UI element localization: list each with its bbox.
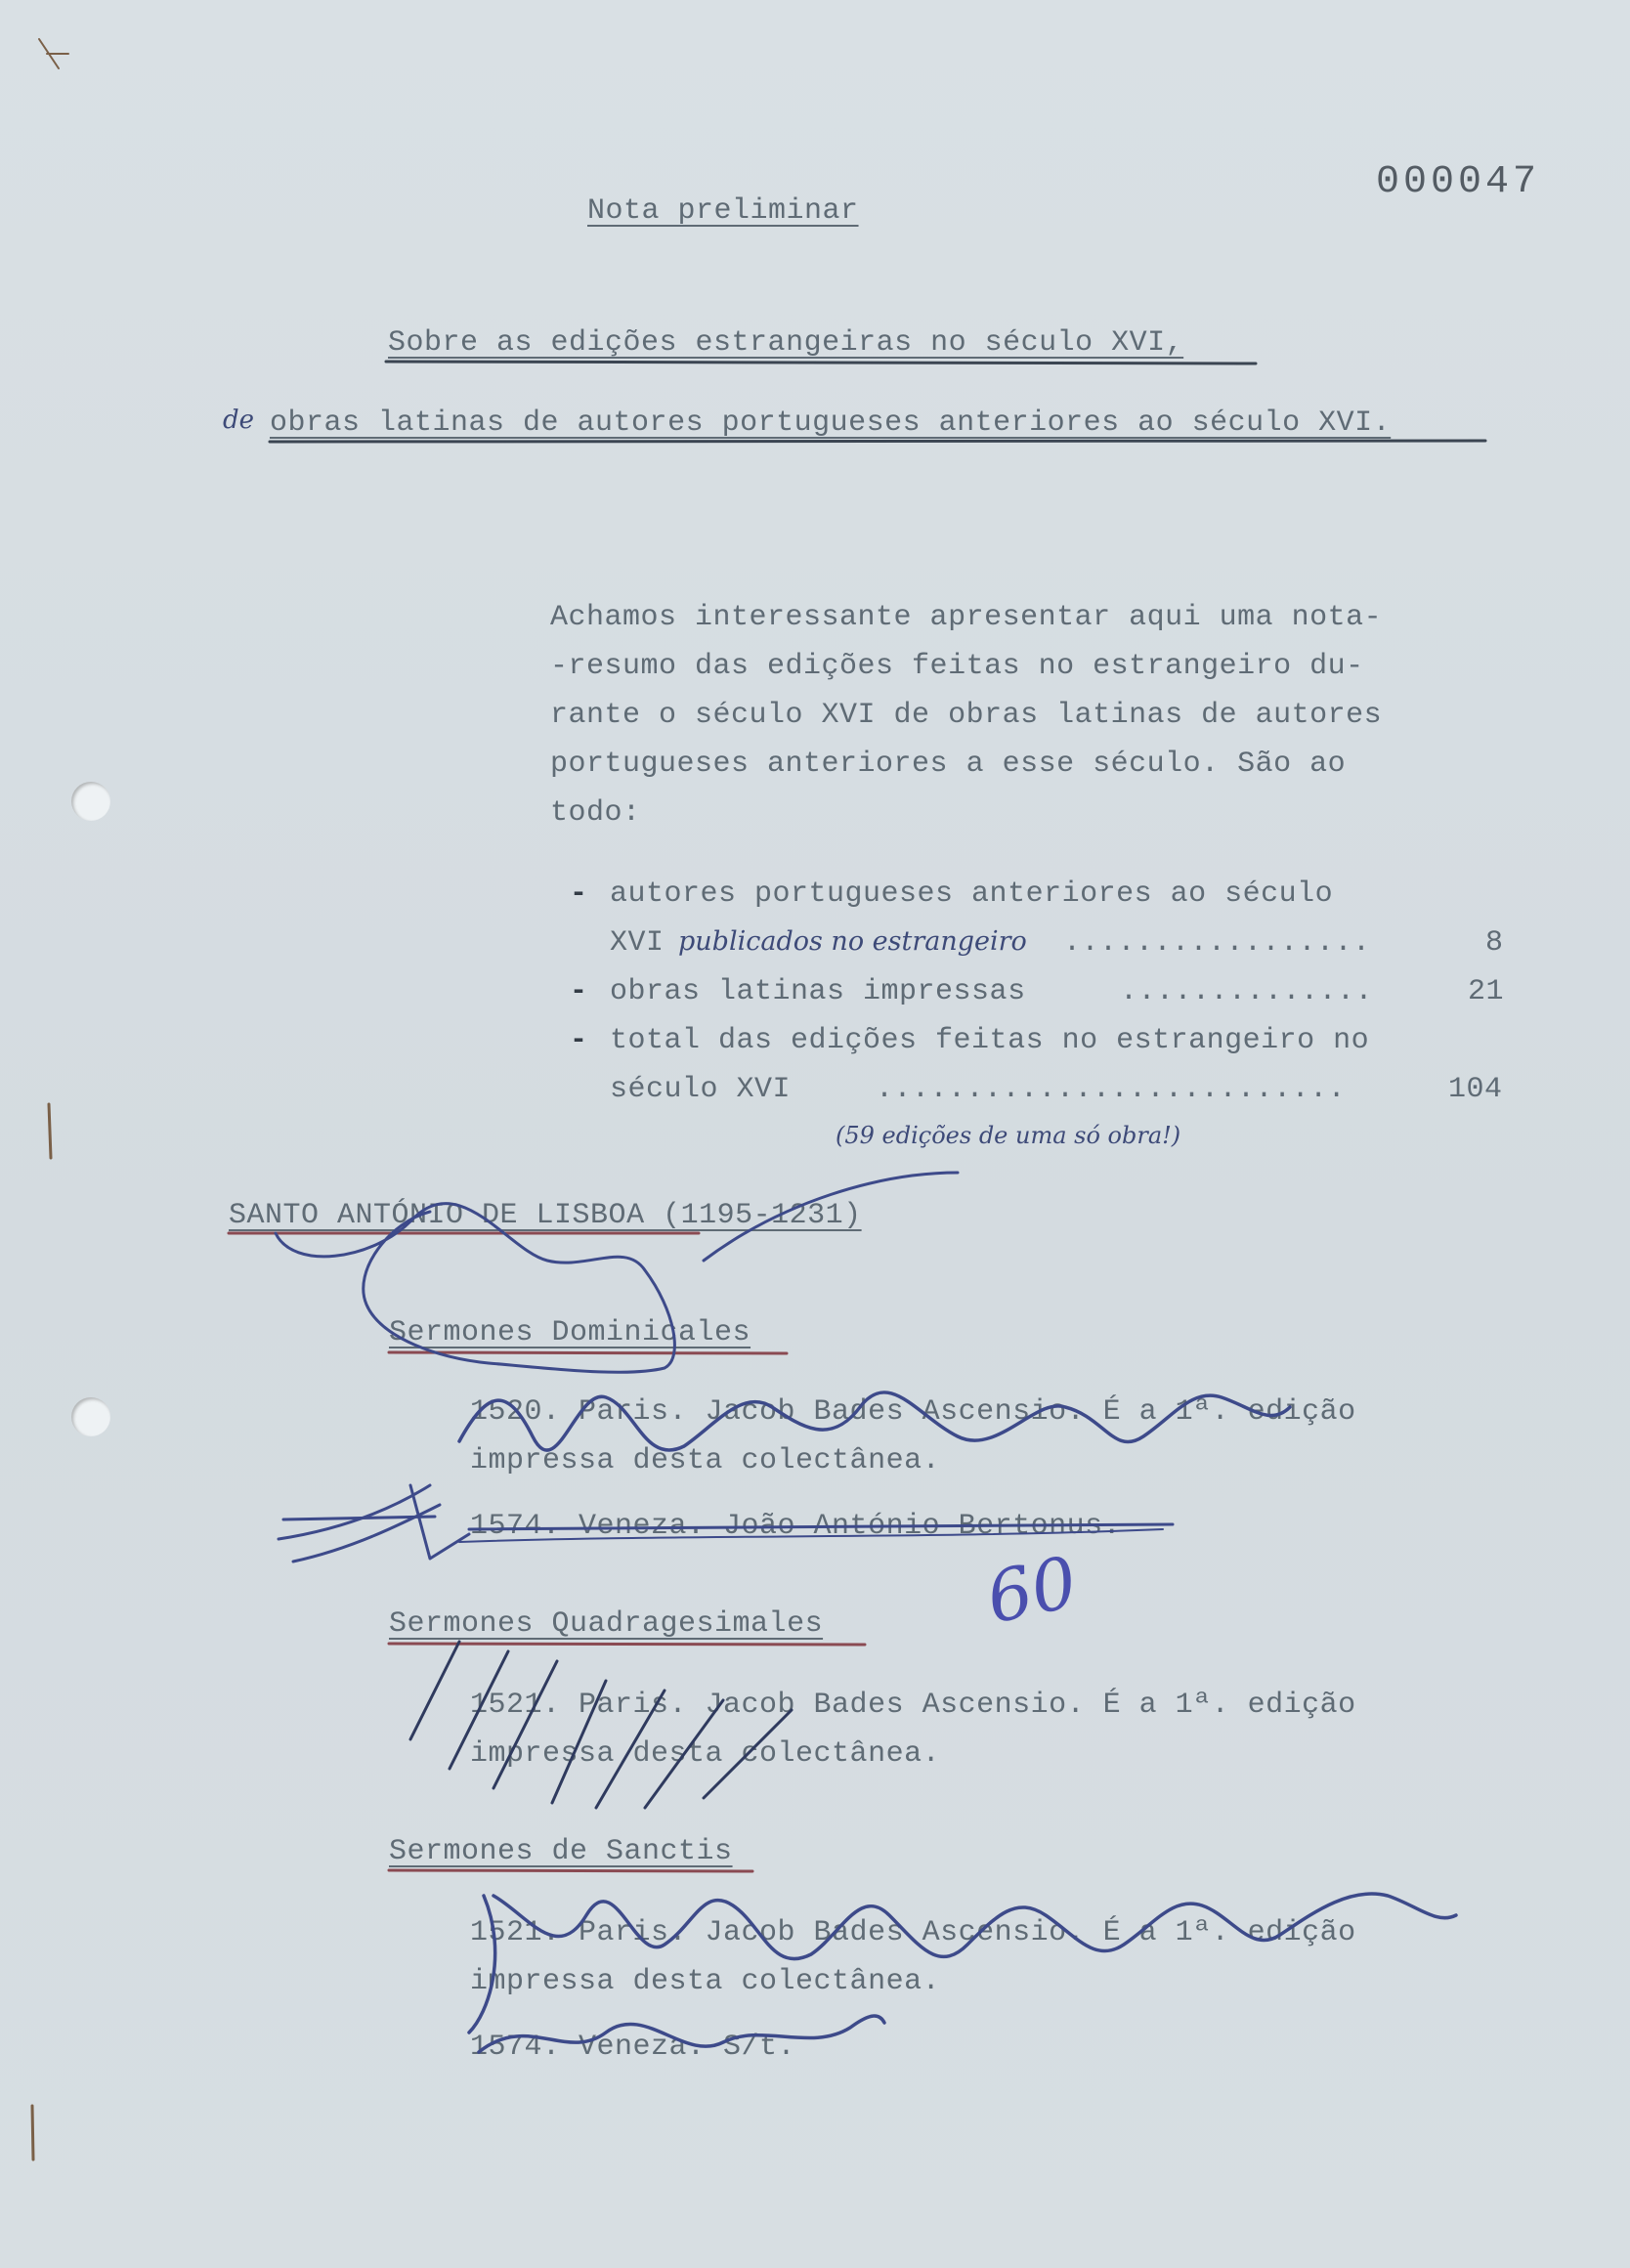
summary-item-1-line-1: autores portugueses anteriores ao século <box>610 877 1334 911</box>
strike-through <box>279 1485 469 1562</box>
intro-line: rante o século XVI de obras latinas de autores <box>550 699 1383 732</box>
summary-item-2-value: 21 <box>1468 975 1505 1008</box>
subtitle-handwritten-prefix: de <box>223 406 255 435</box>
summary-item-2-leader: .............. <box>1120 975 1374 1008</box>
edition-line: impressa desta colectânea. <box>470 1444 941 1477</box>
page-title: Nota preliminar <box>587 194 859 228</box>
pen-underline <box>386 362 1256 364</box>
summary-item-3-line-2: século XVI <box>610 1073 792 1106</box>
pen-underline <box>389 1644 865 1645</box>
pen-underline <box>389 1870 752 1871</box>
edition-line: 1520. Paris. Jacob Bades Ascensio. É a 1ª. edição <box>470 1395 1356 1429</box>
edition-line: 1521. Paris. Jacob Bades Ascensio. É a 1ª. edição <box>470 1689 1356 1722</box>
cross-out-scribble <box>410 1642 792 1808</box>
intro-line: Achamos interessante apresentar aqui uma nota- <box>550 601 1383 634</box>
pen-underline <box>389 1352 787 1353</box>
summary-item-3-leader: .......................... <box>876 1073 1347 1106</box>
margin-mark <box>32 2106 33 2160</box>
pen-underline <box>270 441 1485 442</box>
edition-line: impressa desta colectânea. <box>470 1737 941 1771</box>
cross-out-scribble <box>479 2016 884 2052</box>
summary-item-1-typed: XVI <box>610 926 665 960</box>
summary-item-1-leader: ................. <box>1063 926 1371 960</box>
intro-line: todo: <box>550 796 641 830</box>
work-title: Sermones Quadragesimales <box>389 1607 824 1641</box>
edition-line: impressa desta colectânea. <box>470 1965 941 1998</box>
summary-item-1-handwritten: publicados no estrangeiro <box>678 926 1027 957</box>
document-number-stamp: 000047 <box>1376 160 1541 204</box>
summary-item-3-line-1: total das edições feitas no estrangeiro no <box>610 1024 1370 1057</box>
cross-out-scribble <box>469 1894 1456 2033</box>
bullet-dash: - <box>570 975 588 1008</box>
intro-line: portugueses anteriores a esse século. São ao <box>550 748 1347 781</box>
author-heading: SANTO ANTÓNIO DE LISBOA (1195-1231) <box>229 1199 862 1232</box>
work-title: Sermones Dominicales <box>389 1316 751 1349</box>
summary-item-1-value: 8 <box>1485 926 1504 960</box>
subtitle-line-2: obras latinas de autores portugueses anteriores ao século XVI. <box>270 407 1392 440</box>
strike-through <box>469 1524 1173 1529</box>
intro-line: -resumo das edições feitas no estrangeiro du- <box>550 650 1364 683</box>
subtitle-line-1: Sobre as edições estrangeiras no século XVI, <box>388 326 1184 360</box>
summary-item-2-label: obras latinas impressas <box>610 975 1026 1008</box>
strike-through <box>459 1529 1163 1542</box>
margin-mark <box>39 39 68 68</box>
edition-line: 1574. Veneza. João António Bertonus. <box>470 1510 1122 1543</box>
edition-line: 1574. Veneza. S/t. <box>470 2031 796 2064</box>
bullet-dash: - <box>570 877 588 911</box>
handwritten-margin-number: 60 <box>979 1540 1085 1640</box>
cross-out-scribble <box>276 1173 958 1372</box>
summary-item-3-value: 104 <box>1448 1073 1503 1106</box>
edition-line: 1521. Paris. Jacob Bades Ascensio. É a 1ª. edição <box>470 1916 1356 1949</box>
bullet-dash: - <box>570 1024 588 1057</box>
cross-out-scribble <box>459 1392 1290 1450</box>
work-title: Sermones de Sanctis <box>389 1835 733 1868</box>
handwritten-note: (59 edições de uma só obra!) <box>836 1122 1181 1149</box>
margin-mark <box>49 1104 51 1158</box>
